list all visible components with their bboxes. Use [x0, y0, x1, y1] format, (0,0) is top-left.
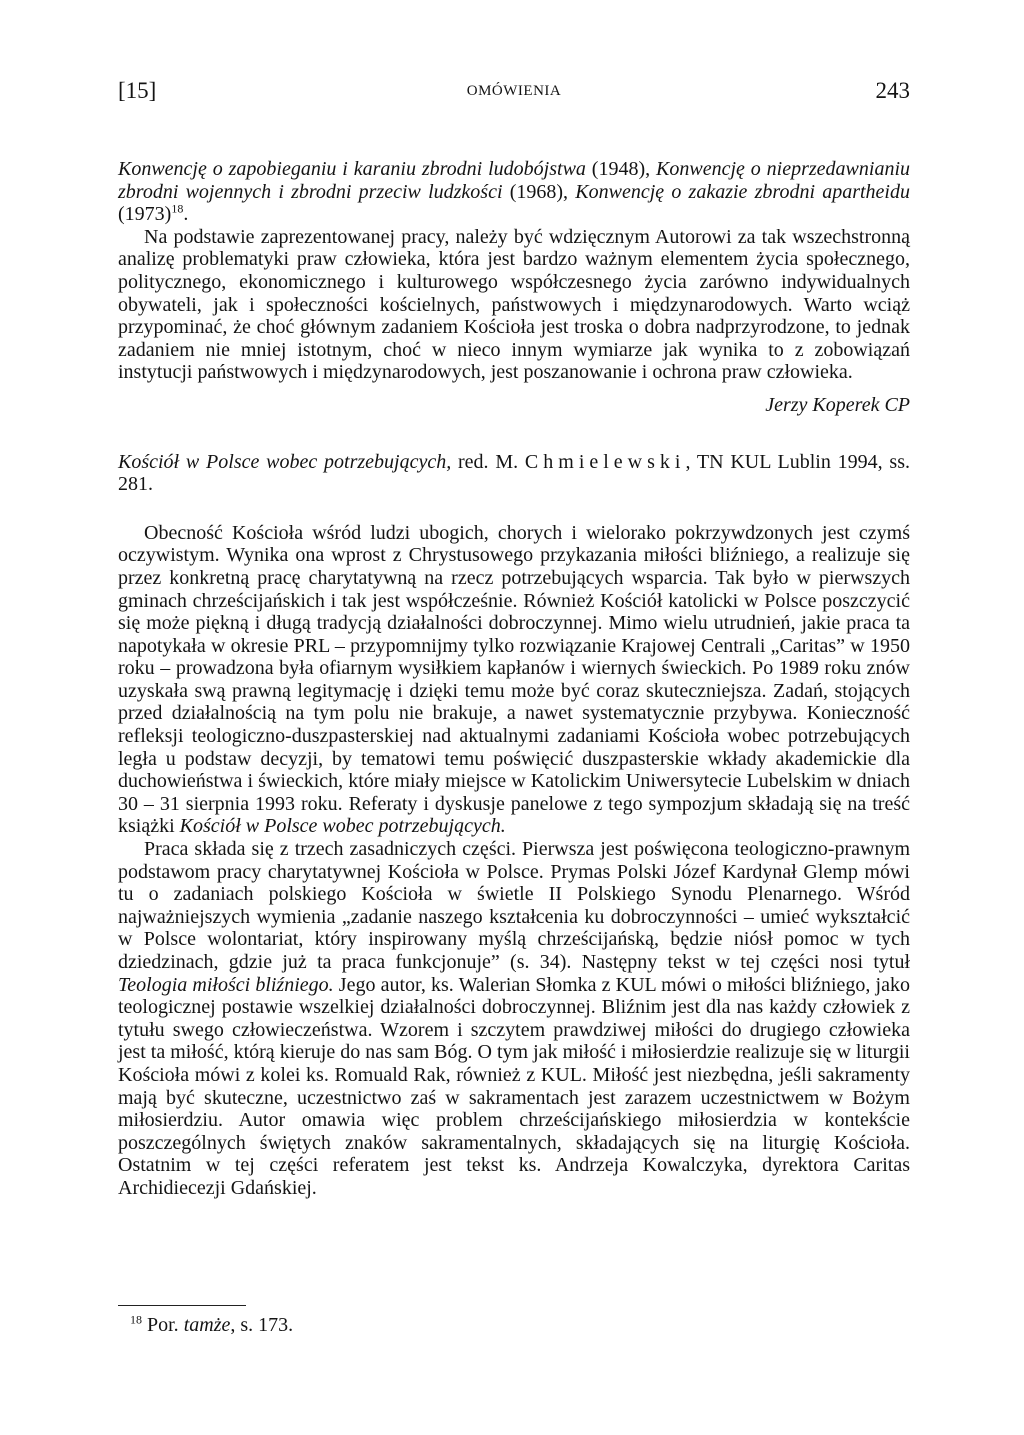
- continuation-paragraph: [118, 158, 910, 226]
- book-title-inline: Kościół w Polsce wobec potrzebujących.: [179, 815, 506, 838]
- footnote: $^{18}$ Por. tamże, s. 173.: [130, 1312, 294, 1336]
- section-number: [15]: [118, 78, 157, 103]
- review-author-signature: Jerzy Koperek CP: [765, 393, 910, 416]
- footnote-reference[interactable]: 18: [171, 201, 184, 216]
- sentence-end: .: [183, 203, 189, 226]
- footnote-divider: [118, 1305, 246, 1306]
- book-red: red. M.: [451, 450, 525, 473]
- review-paragraph-2: Praca składa się z trzech zasadniczych części. Pierwsza jest poświęcona teologiczno-prawnym podstawom pracy charytatywnej Kościoła w Polsce. Prymas Polski Józef Kardynał Glemp mówi tu o zadaniach polskiego Kościoła w świetle II Polskiego Synodu Plenarnego. Wśród najważniejszych wymienia „zadanie naszego kształcenia ku dobroczynności – umieć wykształcić w Polsce wolontariat, który inspirowany myślą chrześcijańską, będzie niósł pomoc w tych dziedzinach, gdzie już ta praca funkcjonuje” (s. 34). Następny tekst w tej części nosi tytuł Teologia miłości bliźniego. Jego autor, ks. Walerian Słomka z KUL mówi o miłości bliźniego, jako teologicznej postawie wszelkiej działalności dobroczynnej. Bliźnim jest dla nas każdy człowiek z tytułu swego człowieczeństwa. Wzorem i szczytem prawdziwej miłości do drugiego człowieka jest ta miłość, którą kieruje do nas sam Bóg. O tym jak miłość i miłosierdzie realizuje się w liturgii Kościoła mówi z kolei ks. Romuald Rak, również z KUL. Miłość jest niezbędna, jeśli sakramenty mają być skuteczne, uczestnictwo zaś w sakramentach jest zarazem uczestnictwem w Bożym miłosierdziu. Autor omawia więc problem chrześcijańskiego miłosierdzia w kontekście poszczególnych świętych znaków sakramentalnych, składających się na liturgię Kościoła. Ostatnim w tej części referatem jest tekst ks. Andrzeja Kowalczyka, dyrektora Caritas Archidiecezji Gdańskiej.: [118, 838, 910, 1199]
- closing-paragraph: Na podstawie zaprezentowanej pracy, należy być wdzięcznym Autorowi za tak wszechstronną analizę problematyki praw człowieka, która jest bardzo ważnym elementem życia społecznego, politycznego, ekonomicznego i kulturowego współczesnego życia zarówno indywidualnych obywateli, jak i społeczności kościelnych, państwowych i międzynarodowych. Warto wciąż przypominać, że choć głównym zadaniem Kościoła jest troska o dobra nadprzyrodzone, to jednak zadaniem nie mniej istotnym, choć w nieco innym wymiarze jak wynika to z zobowiązań instytucji państwowych i międzynarodowych, jest poszanowanie i ochrona praw człowieka.: [118, 225, 910, 384]
- review-paragraph-1: Obecność Kościoła wśród ludzi ubogich, chorych i wielorako pokrzywdzonych jest czymś oczywistym. Wynika ona wprost z Chrystusowego przykazania miłości bliźniego, a realizuje się przez konkretną pracę charytatywną na rzecz potrzebujących wsparcia. Tak było w pierwszych gminach chrześcijańskich i tak jest współcześnie. Również Kościół katolicki w Polsce poszczycić się może piękną i długą tradycją działalności dobroczynnej. Mimo wielu utrudnień, jakie praca ta napotykała w okresie PRL – przypomnijmy tylko rozwiązanie Krajowej Centrali „Caritas” w 1950 roku – prowadzona była ofiarnym wysiłkiem kapłanów i wiernych świeckich. Po 1989 roku znów uzyskała swą prawną legitymację i dzięki temu może być coraz skuteczniejsza. Zadań, stojących przed działalnością na tym polu nie brakuje, a nawet systematycznie przybywa. Konieczność refleksji teologiczno-duszpasterskiej nad aktualnymi zadaniami Kościoła wobec potrzebujących legła u podstaw decyzji, by tematowi temu poświęcić duszpasterskie wkłady akademickie dla duchowieństwa i świeckich, które miały miejsce w Katolickim Uniwersytecie Lubelskim w dniach 30 – 31 sierpnia 1993 roku. Referaty i dyskusje panelowe z tego sympozjum składają się na treść książki Kościół w Polsce wobec potrzebujących.: [118, 521, 910, 838]
- book-reference: [118, 451, 910, 496]
- article-title-inline: Teologia miłości bliźniego.: [118, 973, 334, 996]
- convention-title-3: Konwencję o zakazie zbrodni apartheidu: [575, 180, 910, 203]
- convention-year-3: (1973): [118, 203, 172, 226]
- page-header: [118, 78, 910, 114]
- running-title: OMÓWIENIA: [466, 83, 562, 99]
- page-number: 243: [875, 78, 910, 103]
- main-text: [118, 158, 910, 1200]
- convention-year-1: (1948),: [585, 158, 657, 180]
- convention-title-1: Konwencję o zapobieganiu i karaniu zbrodni ludobójstwa: [118, 158, 586, 180]
- book-title: Kościół w Polsce wobec potrzebujących,: [118, 450, 452, 473]
- convention-year-2: (1968),: [502, 180, 576, 203]
- book-editor: Chmielewski: [524, 450, 686, 473]
- footnote-mark: 18: [130, 1312, 142, 1327]
- convention-title-2: Konwencję o nieprzedawnianiu zbrodni wojennych i zbrodni przeciw ludzkości: [118, 158, 911, 203]
- book-publisher: , TN KUL Lublin 1994, ss. 281.: [118, 450, 910, 496]
